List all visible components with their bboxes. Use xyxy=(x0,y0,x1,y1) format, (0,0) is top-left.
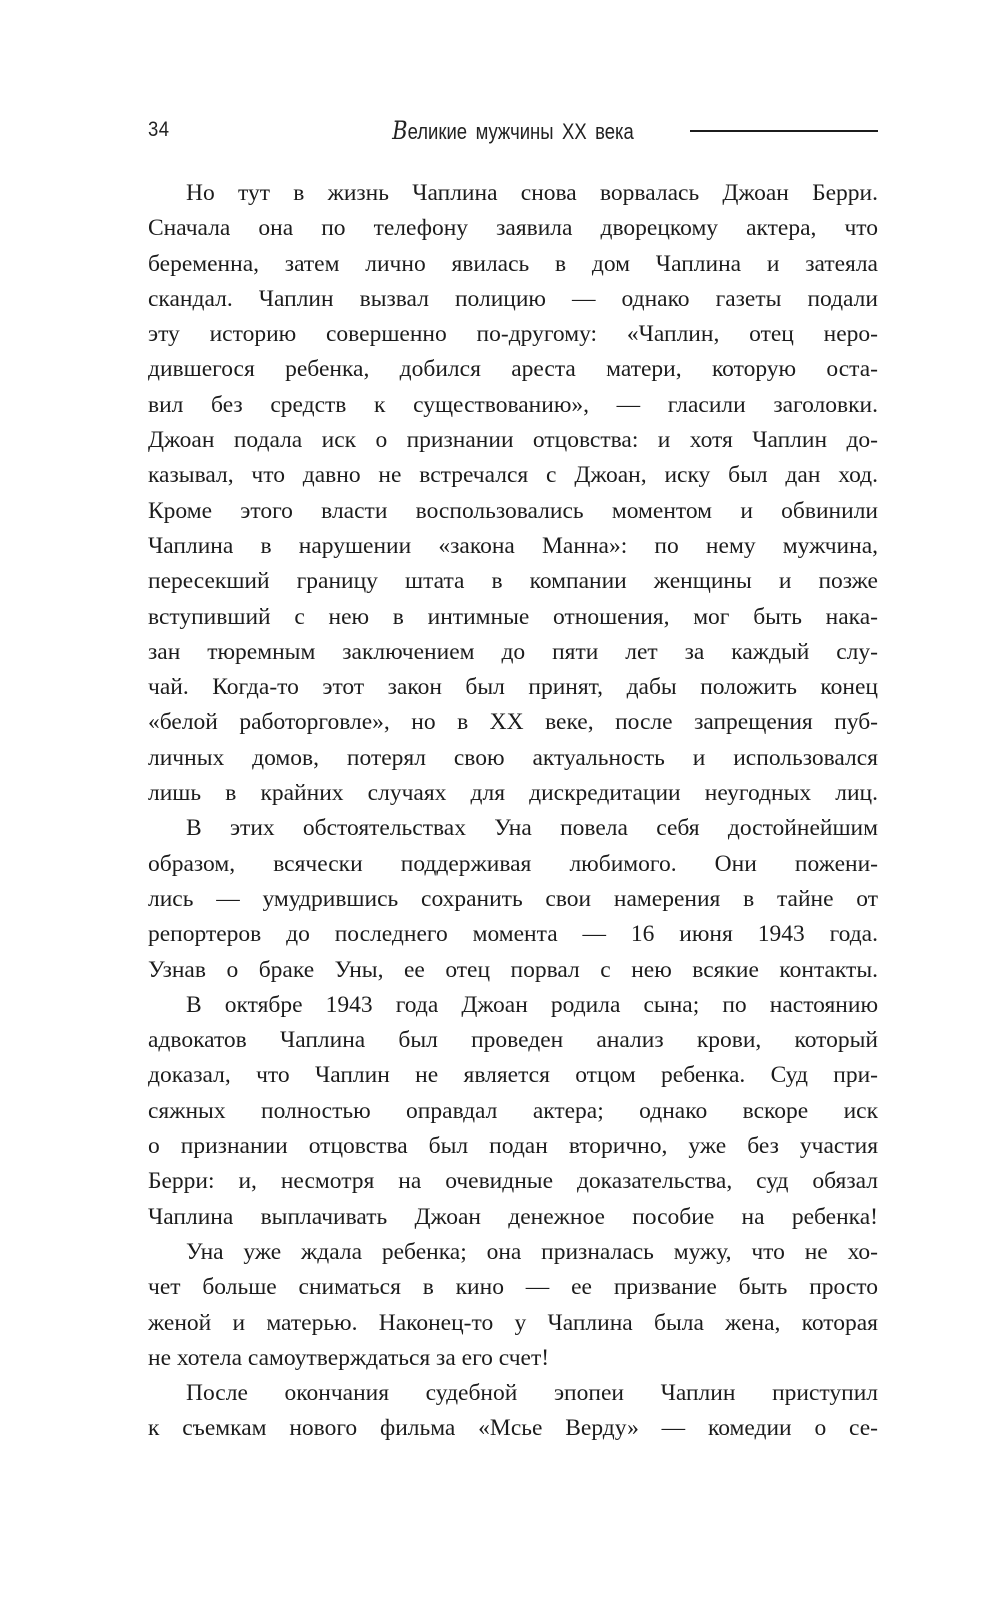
text-line: В октябре 1943 года Джоан родила сына; по настоянию xyxy=(186,991,878,1018)
text-line: доказал, что Чаплин не является отцом ребенка. Суд при- xyxy=(148,1062,878,1089)
text-line: Чаплина в нарушении «закона Манна»: по нему мужчина, xyxy=(148,532,878,559)
text-line: дившегося ребенка, добился ареста матери, которую оста- xyxy=(148,356,878,383)
text-line: зан тюремным заключением до пяти лет за каждый слу- xyxy=(148,638,878,665)
text-line: Чаплина выплачивать Джоан денежное пособие на ребенка! xyxy=(148,1203,878,1230)
text-line: адвокатов Чаплина был проведен анализ крови, который xyxy=(148,1027,878,1054)
text-line: вступивший с нею в интимные отношения, мог быть нака- xyxy=(148,603,878,630)
text-line: В этих обстоятельствах Уна повела себя достойнейшим xyxy=(186,815,878,842)
header-rule xyxy=(690,130,878,132)
running-title: Великие мужчины XX века xyxy=(392,116,634,145)
text-line: Уна уже ждала ребенка; она призналась мужу, что не хо- xyxy=(186,1238,878,1265)
text-line: После окончания судебной эпопеи Чаплин приступил xyxy=(186,1380,878,1407)
text-line: личных домов, потерял свою актуальность и использовался xyxy=(148,744,878,771)
text-line: репортеров до последнего момента — 16 июня 1943 года. xyxy=(148,921,878,948)
text-line: беременна, затем лично явилась в дом Чаплина и затеяла xyxy=(148,250,878,277)
page-header xyxy=(148,116,878,144)
text-line: Берри: и, несмотря на очевидные доказательства, суд обязал xyxy=(148,1168,878,1195)
body-text xyxy=(148,176,878,1447)
text-line: пересекший границу штата в компании женщины и позже xyxy=(148,568,878,595)
text-line: лишь в крайних случаях для дискредитации неугодных лиц. xyxy=(148,780,878,807)
text-line: образом, всячески поддерживая любимого. Они пожени- xyxy=(148,850,878,877)
text-line: Но тут в жизнь Чаплина снова ворвалась Джоан Берри. xyxy=(186,180,878,206)
text-line: Узнав о браке Уны, ее отец порвал с нею всякие контакты. xyxy=(148,956,878,983)
text-line: казывал, что давно не встречался с Джоан, иску был дан ход. xyxy=(148,462,878,489)
text-line: к съемкам нового фильма «Мсье Верду» — комедии о се- xyxy=(148,1415,878,1442)
text-line: чет больше сниматься в кино — ее призвание быть просто xyxy=(148,1274,878,1301)
page-number: 34 xyxy=(148,118,170,141)
text-line: скандал. Чаплин вызвал полицию — однако газеты подали xyxy=(148,285,878,312)
text-line: не хотела самоутверждаться за его счет! xyxy=(148,1344,550,1371)
text-line: женой и матерью. Наконец-то у Чаплина была жена, которая xyxy=(148,1309,878,1336)
text-line: о признании отцовства был подан вторично, уже без участия xyxy=(148,1133,878,1160)
text-line: вил без средств к существованию», — гласили заголовки. xyxy=(148,391,878,418)
text-line: Сначала она по телефону заявила дворецкому актера, что xyxy=(148,215,878,242)
text-line: эту историю совершенно по-другому: «Чаплин, отец неро- xyxy=(148,321,878,348)
text-line: чай. Когда-то этот закон был принят, дабы положить конец xyxy=(148,674,878,701)
text-line: «белой работорговле», но в XX веке, после запрещения пуб- xyxy=(148,709,878,736)
text-line: сяжных полностью оправдал актера; однако вскоре иск xyxy=(148,1097,878,1124)
text-line: лись — умудрившись сохранить свои намерения в тайне от xyxy=(148,885,878,912)
text-line: Кроме этого власти воспользовались моментом и обвинили xyxy=(148,497,878,524)
text-line: Джоан подала иск о признании отцовства: и хотя Чаплин до- xyxy=(148,427,878,454)
